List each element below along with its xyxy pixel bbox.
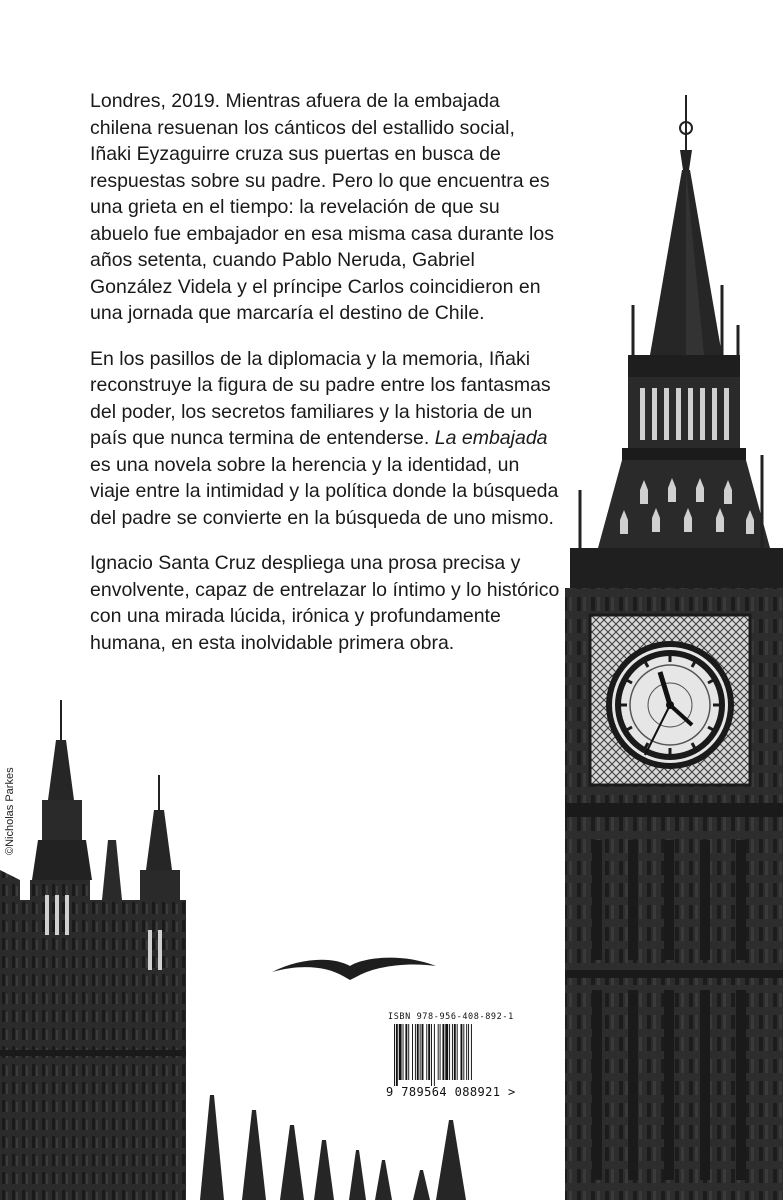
photo-credit: ©Nicholas Parkes (4, 767, 16, 855)
barcode-bars (384, 1024, 514, 1086)
seagull-silhouette (272, 958, 436, 980)
blurb-paragraph-2-text-end: es una novela sobre la herencia y la identidad, un viaje entre la intimidad y la política donde la búsqueda del padre se convierte en la búsqueda de uno mismo. (90, 453, 559, 529)
clock-face (606, 641, 734, 769)
westminster-palace-silhouette (0, 700, 186, 1200)
back-cover-blurb (90, 88, 560, 675)
isbn-barcode (384, 1010, 514, 1110)
ean-digits: 9 789564 088921 > (386, 1085, 516, 1099)
big-ben-tower (565, 95, 783, 1200)
isbn-label: ISBN 978-956-408-892-1 (388, 1012, 514, 1022)
book-title-italic: La embajada (434, 427, 548, 449)
blurb-paragraph-2-text: En los pasillos de la diplomacia y la memoria, Iñaki reconstruye la figura de su padre entre los fantasmas del poder, los secretos familiares y la historia de un país que nunca termina de entenderse. (90, 347, 551, 449)
blurb-paragraph-3: Ignacio Santa Cruz despliega una prosa precisa y envolvente, capaz de entrelazar lo íntimo y lo histórico con una mirada lúcida, irónica y profundamente humana, en esta inolvidable primera obra. (90, 552, 560, 654)
blurb-paragraph-1: Londres, 2019. Mientras afuera de la embajada chilena resuenan los cánticos del estallido social, Iñaki Eyzaguirre cruza sus puertas en busca de respuestas sobre su padre. Pero lo que encuentra es una grieta en el tiempo: la revelación de que su abuelo fue embajador en esa misma casa durante los años setenta, cuando Pablo Neruda, Gabriel González Videla y el príncipe Carlos coincidieron en una jornada que marcaría el destino de Chile. (90, 90, 554, 324)
bottom-spires-silhouette (200, 1095, 466, 1200)
blurb-paragraph-2 (90, 346, 560, 532)
